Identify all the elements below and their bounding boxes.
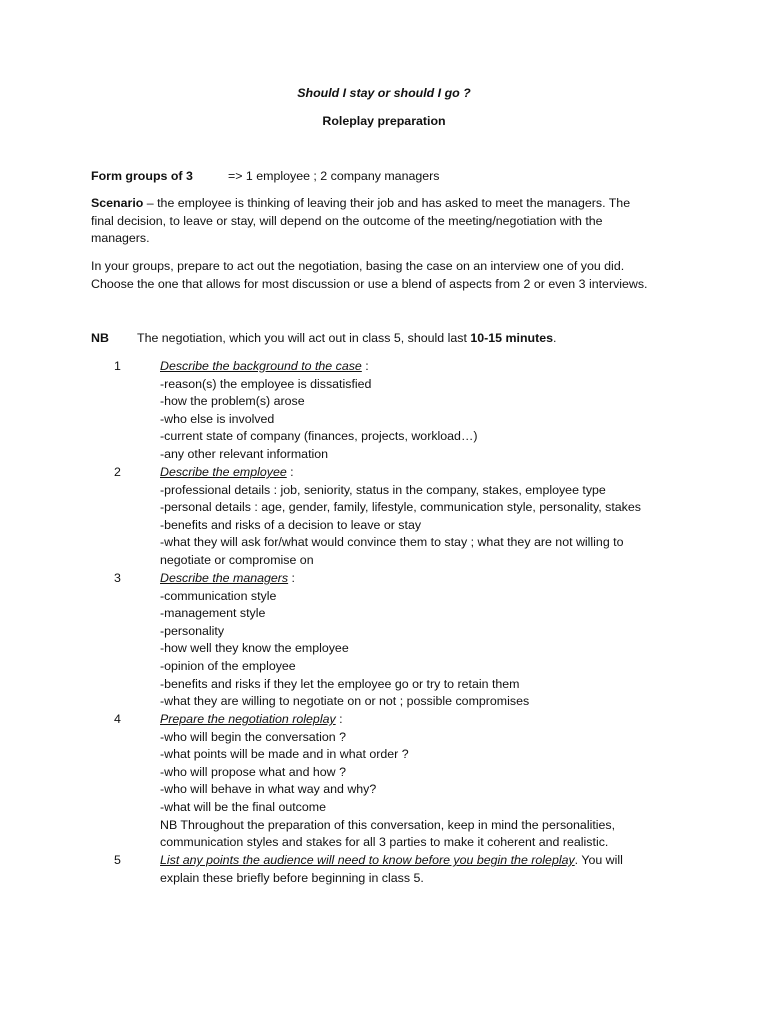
groups-label: Form groups of 3	[91, 169, 193, 183]
item-line: -benefits and risks if they let the employee go or try to retain them	[160, 676, 520, 691]
item-line: -personality	[160, 623, 225, 638]
instructions-paragraph	[91, 258, 666, 293]
item-line: -who will behave in what way and why?	[160, 782, 377, 797]
item-heading: Describe the background to the case	[160, 359, 362, 373]
item-line: -personal details : age, gender, family, lifestyle, communication style, personality, stakes	[160, 500, 641, 515]
item-line: -communication style	[160, 588, 277, 603]
nb-text: The negotiation, which you will act out in class 5, should last 10-15 minutes.	[137, 331, 557, 345]
item-line: -benefits and risks of a decision to leave or stay	[160, 517, 422, 532]
instructions-line: Choose the one that allows for most discussion or use a blend of aspects from 2 or even 3 interviews.	[91, 276, 648, 291]
item-heading: Prepare the negotiation roleplay	[160, 712, 336, 726]
scenario-line: final decision, to leave or stay, will depend on the outcome of the meeting/negotiation with the	[91, 213, 603, 228]
item-line: -management style	[160, 606, 266, 621]
item-line: -what they will ask for/what would convince them to stay ; what they are not willing to	[160, 535, 624, 550]
item-number: 4	[114, 712, 121, 726]
scenario-line: – the employee is thinking of leaving their job and has asked to meet the managers. The	[143, 196, 631, 210]
item-line: -who else is involved	[160, 411, 275, 426]
item-line: -who will begin the conversation ?	[160, 729, 346, 744]
item-line: -what points will be made and in what order ?	[160, 747, 409, 762]
item-number: 3	[114, 571, 121, 585]
item-line: -how the problem(s) arose	[160, 394, 305, 409]
item-heading: Describe the employee	[160, 465, 287, 479]
item-number: 2	[114, 465, 121, 479]
scenario-label: Scenario	[91, 196, 144, 210]
item-line: -reason(s) the employee is dissatisfied	[160, 376, 372, 391]
list-item: Describe the employee : -professional details : job, seniority, status in the company, stakes, employee type -personal details : age, gender, family, lifestyle, communication style, personality, stakes -benefits and risks of a decision to leave or stay -what they will ask for/what would convince them to stay ; what they are not willing to negotiate or compromise on	[160, 464, 670, 570]
scenario-paragraph	[91, 195, 666, 248]
item-line: -professional details : job, seniority, status in the company, stakes, employee type	[160, 482, 606, 497]
instructions-line: In your groups, prepare to act out the negotiation, basing the case on an interview one of you did.	[91, 259, 625, 273]
list-item: Describe the background to the case : -reason(s) the employee is dissatisfied -how the problem(s) arose -who else is involved -current state of company (finances, projects, workload…) -any other relevant information	[160, 358, 670, 464]
document-subtitle: Roleplay preparation	[322, 114, 446, 128]
scenario-line: managers.	[91, 231, 150, 246]
list-item: List any points the audience will need to know before you begin the roleplay. You will explain these briefly before beginning in class 5.	[160, 852, 670, 887]
list-item: Describe the managers : -communication style -management style -personality -how well they know the employee -opinion of the employee -benefits and risks if they let the employee go or try to retain them -what they are willing to negotiate on or not ; possible compromises	[160, 570, 670, 711]
list-item: Prepare the negotiation roleplay : -who will begin the conversation ? -what points will be made and in what order ? -who will propose what and how ? -who will behave in what way and why? -what will be the final outcome NB Throughout the preparation of this conversation, keep in mind the personalities, communication styles and stakes for all 3 parties to make it coherent and realistic.	[160, 711, 670, 852]
item-line: negotiate or compromise on	[160, 552, 314, 567]
item-heading: List any points the audience will need to know before you begin the roleplay	[160, 853, 575, 867]
item-line: -how well they know the employee	[160, 641, 349, 656]
item-line: -what they are willing to negotiate on or not ; possible compromises	[160, 694, 530, 709]
item-number: 5	[114, 853, 121, 867]
item-line: communication styles and stakes for all 3 parties to make it coherent and realistic.	[160, 835, 609, 850]
nb-label: NB	[91, 331, 109, 345]
item-line: -current state of company (finances, projects, workload…)	[160, 429, 478, 444]
item-line: -who will propose what and how ?	[160, 764, 346, 779]
item-line: -opinion of the employee	[160, 658, 296, 673]
item-line: -what will be the final outcome	[160, 799, 326, 814]
document-title: Should I stay or should I go ?	[297, 86, 471, 100]
nb-duration: 10-15 minutes	[470, 331, 553, 345]
groups-text: => 1 employee ; 2 company managers	[228, 169, 440, 183]
item-line: explain these briefly before beginning in class 5.	[160, 870, 424, 885]
item-line: -any other relevant information	[160, 446, 329, 461]
item-heading: Describe the managers	[160, 571, 289, 585]
item-line: NB Throughout the preparation of this conversation, keep in mind the personalities,	[160, 817, 616, 832]
item-number: 1	[114, 359, 121, 373]
